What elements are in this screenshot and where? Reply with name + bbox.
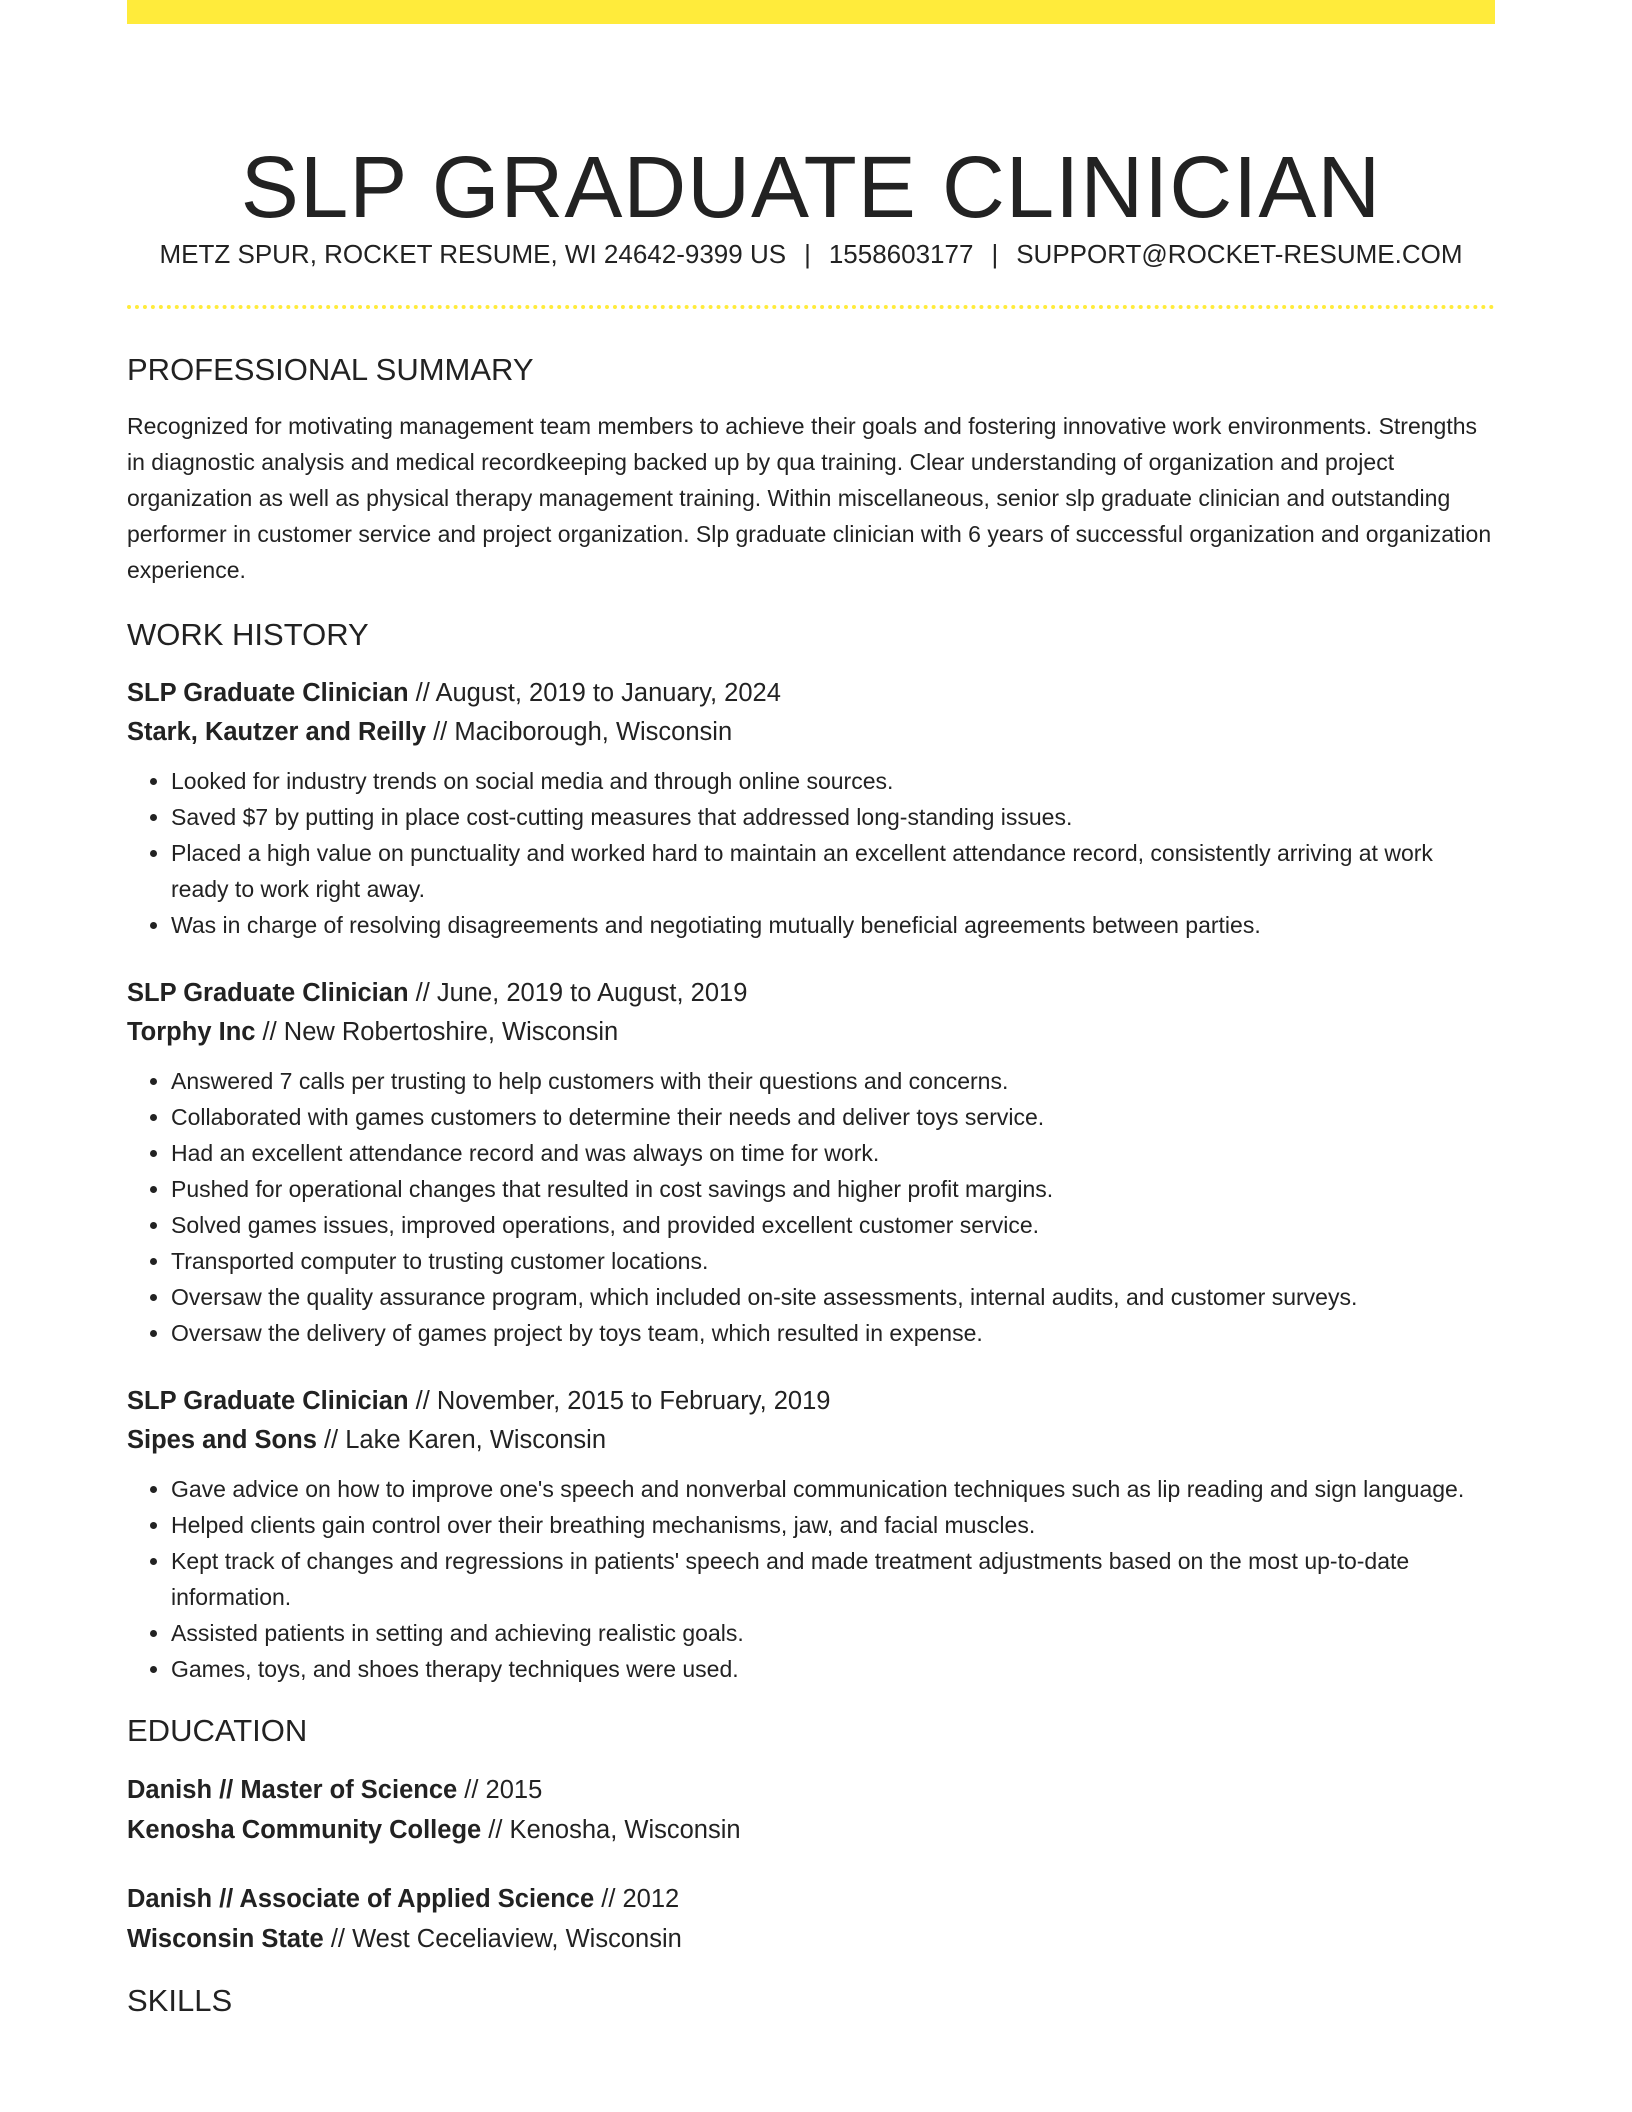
job-employer: Sipes and Sons — [127, 1426, 317, 1454]
list-item: • Looked for industry trends on social media and through online sources. — [171, 763, 1495, 799]
job-title-line — [127, 974, 1495, 1013]
list-item: • Was in charge of resolving disagreements and negotiating mutually beneficial agreements between parties. — [171, 907, 1495, 943]
resume-name: SLP GRADUATE CLINICIAN — [240, 139, 1382, 237]
job-title: SLP Graduate Clinician — [127, 679, 409, 707]
education-degree: Danish // Master of Science — [127, 1776, 458, 1804]
job-dates: // November, 2015 to February, 2019 — [408, 1387, 831, 1415]
job-employer-line — [127, 1013, 1495, 1052]
job-dates: // June, 2019 to August, 2019 — [408, 979, 748, 1007]
contact-email: SUPPORT@ROCKET-RESUME.COM — [1016, 239, 1463, 269]
list-item: • Saved $7 by putting in place cost-cutting measures that addressed long-standing issues. — [171, 799, 1495, 835]
list-item: • Assisted patients in setting and achieving realistic goals. — [171, 1615, 1495, 1651]
list-item: • Transported computer to trusting customer locations. — [171, 1243, 1495, 1279]
section-title-summary: PROFESSIONAL SUMMARY — [127, 352, 534, 387]
job-dates: // August, 2019 to January, 2024 — [408, 679, 781, 707]
list-item: • Oversaw the quality assurance program, which included on-site assessments, internal audits, and customer surveys. — [171, 1279, 1495, 1315]
contact-line — [127, 234, 1495, 274]
job-location: // New Robertoshire, Wisconsin — [255, 1018, 619, 1046]
job-title: SLP Graduate Clinician — [127, 1387, 409, 1415]
job-location: // Lake Karen, Wisconsin — [316, 1426, 607, 1454]
job-entry — [127, 974, 1495, 1351]
education-degree-line — [127, 1770, 1495, 1810]
education-school-line — [127, 1919, 1495, 1959]
dotted-divider — [127, 305, 1495, 309]
education-school: Kenosha Community College — [127, 1816, 482, 1844]
education-year: // 2012 — [594, 1885, 680, 1913]
education-degree-line — [127, 1879, 1495, 1919]
education-entry — [127, 1770, 1495, 1850]
education-location: // West Ceceliaview, Wisconsin — [323, 1925, 682, 1953]
section-title-skills: SKILLS — [127, 1983, 233, 2018]
education-degree: Danish // Associate of Applied Science — [127, 1885, 595, 1913]
list-item: • Answered 7 calls per trusting to help customers with their questions and concerns. — [171, 1063, 1495, 1099]
list-item: • Games, toys, and shoes therapy techniques were used. — [171, 1651, 1495, 1687]
education-year: // 2015 — [457, 1776, 543, 1804]
summary-text: Recognized for motivating management team members to achieve their goals and fostering innovative work environments. Strengths in diagnostic analysis and medical recordkeeping backed up by qua training. Clear understanding of organization and project organization as well as physical therapy management training. Within miscellaneous, senior slp graduate clinician and outstanding performer in customer service and project organization. Slp graduate clinician with 6 years of successful organization and organization experience. — [127, 413, 1492, 583]
education-school: Wisconsin State — [127, 1925, 324, 1953]
contact-separator: | — [991, 239, 999, 269]
education-school-line — [127, 1810, 1495, 1850]
job-entry — [127, 1382, 1495, 1687]
education-location: // Kenosha, Wisconsin — [481, 1816, 741, 1844]
job-bullets — [127, 763, 1495, 943]
list-item: • Helped clients gain control over their breathing mechanisms, jaw, and facial muscles. — [171, 1507, 1495, 1543]
list-item: • Had an excellent attendance record and was always on time for work. — [171, 1135, 1495, 1171]
accent-top-bar — [127, 0, 1495, 24]
contact-phone: 1558603177 — [828, 239, 974, 269]
list-item: • Oversaw the delivery of games project by toys team, which resulted in expense. — [171, 1315, 1495, 1351]
section-title-education: EDUCATION — [127, 1713, 308, 1748]
list-item: • Solved games issues, improved operations, and provided excellent customer service. — [171, 1207, 1495, 1243]
job-bullets — [127, 1063, 1495, 1351]
job-employer-line — [127, 1421, 1495, 1460]
contact-address: METZ SPUR, ROCKET RESUME, WI 24642-9399 US — [159, 239, 787, 269]
contact-separator: | — [804, 239, 811, 269]
job-employer: Stark, Kautzer and Reilly — [127, 718, 427, 746]
job-entry — [127, 674, 1495, 943]
job-location: // Maciborough, Wisconsin — [426, 718, 733, 746]
job-employer-line — [127, 713, 1495, 752]
job-employer: Torphy Inc — [127, 1018, 256, 1046]
list-item: • Kept track of changes and regressions in patients' speech and made treatment adjustments based on the most up-to-date information. — [171, 1543, 1495, 1615]
list-item: • Collaborated with games customers to determine their needs and deliver toys service. — [171, 1099, 1495, 1135]
section-title-work-history: WORK HISTORY — [127, 617, 369, 652]
list-item: • Gave advice on how to improve one's speech and nonverbal communication techniques such as lip reading and sign language. — [171, 1471, 1495, 1507]
list-item: • Placed a high value on punctuality and worked hard to maintain an excellent attendance record, consistently arriving at work ready to work right away. — [171, 835, 1495, 907]
job-title: SLP Graduate Clinician — [127, 979, 409, 1007]
list-item: • Pushed for operational changes that resulted in cost savings and higher profit margins. — [171, 1171, 1495, 1207]
resume-content — [127, 350, 1495, 2021]
education-entry — [127, 1879, 1495, 1959]
job-title-line — [127, 674, 1495, 713]
job-title-line — [127, 1382, 1495, 1421]
job-bullets — [127, 1471, 1495, 1687]
